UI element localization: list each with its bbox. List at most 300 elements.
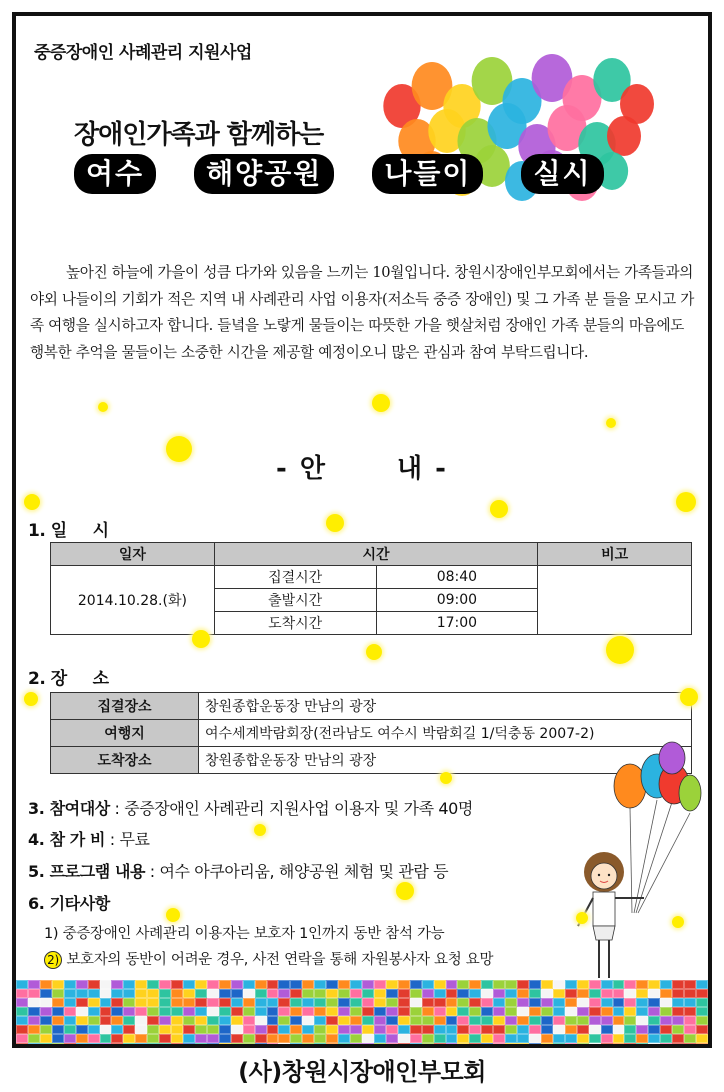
mosaic-tile xyxy=(481,1007,493,1016)
mosaic-tile xyxy=(505,989,517,998)
mosaic-tile xyxy=(111,980,123,989)
mosaic-tile xyxy=(40,1043,52,1048)
mosaic-tile xyxy=(88,1034,100,1043)
mosaic-tile xyxy=(255,1007,267,1016)
mosaic-tile xyxy=(362,1034,374,1043)
mosaic-tile xyxy=(613,1043,625,1048)
mosaic-tile xyxy=(171,998,183,1007)
mosaic-tile xyxy=(100,1025,112,1034)
mosaic-tile xyxy=(207,1043,219,1048)
mosaic-tile xyxy=(446,1007,458,1016)
mosaic-tile xyxy=(195,1007,207,1016)
mosaic-tile xyxy=(672,1025,684,1034)
mosaic-tile xyxy=(350,998,362,1007)
mosaic-tile xyxy=(147,1025,159,1034)
mosaic-tile xyxy=(672,1043,684,1048)
mosaic-tile xyxy=(624,1007,636,1016)
mosaic-tile xyxy=(88,1025,100,1034)
decorative-dot xyxy=(606,636,634,664)
section6-item-1: 1) 중증장애인 사례관리 이용자는 보호자 1인까지 동반 참석 가능 xyxy=(44,926,445,942)
mosaic-tile xyxy=(219,1043,231,1048)
mosaic-tile xyxy=(123,989,135,998)
mosaic-tile xyxy=(648,998,660,1007)
decorative-dot xyxy=(576,912,588,924)
mosaic-tile xyxy=(76,980,88,989)
mosaic-tile xyxy=(195,1025,207,1034)
mosaic-tile xyxy=(350,989,362,998)
mosaic-tile xyxy=(231,1016,243,1025)
mosaic-tile xyxy=(636,1034,648,1043)
mosaic-tile xyxy=(183,1043,195,1048)
mosaic-tile xyxy=(696,1034,708,1043)
mosaic-tile xyxy=(302,1007,314,1016)
mosaic-tile xyxy=(398,1025,410,1034)
mosaic-tile xyxy=(100,998,112,1007)
mosaic-tile xyxy=(16,1034,28,1043)
mosaic-tile xyxy=(40,980,52,989)
mosaic-tile xyxy=(493,989,505,998)
mosaic-tile xyxy=(386,1016,398,1025)
decorative-dot xyxy=(24,692,38,706)
mosaic-tile xyxy=(577,1025,589,1034)
decorative-dot xyxy=(490,500,508,518)
mosaic-tile xyxy=(660,998,672,1007)
section6-heading: 6. 기타사항 xyxy=(28,894,110,913)
mosaic-tile xyxy=(529,980,541,989)
mosaic-tile xyxy=(624,980,636,989)
mosaic-tile xyxy=(386,989,398,998)
mosaic-tile xyxy=(195,1043,207,1048)
mosaic-tile xyxy=(302,989,314,998)
time-label: 출발시간 xyxy=(214,589,376,612)
mosaic-tile xyxy=(469,980,481,989)
mosaic-tile xyxy=(267,1025,279,1034)
mosaic-tile xyxy=(111,1025,123,1034)
mosaic-tile xyxy=(231,989,243,998)
mosaic-tile xyxy=(589,998,601,1007)
mosaic-tile xyxy=(40,1025,52,1034)
mosaic-tile xyxy=(267,980,279,989)
mosaic-tile xyxy=(88,980,100,989)
mosaic-tile xyxy=(314,1034,326,1043)
mosaic-tile xyxy=(219,980,231,989)
mosaic-tile xyxy=(147,1043,159,1048)
mosaic-tile xyxy=(505,1016,517,1025)
mosaic-tile xyxy=(219,998,231,1007)
mosaic-tile xyxy=(648,1025,660,1034)
notice-title-right: 내 - xyxy=(397,454,448,484)
mosaic-tile xyxy=(326,1016,338,1025)
mosaic-tile xyxy=(481,989,493,998)
mosaic-tile xyxy=(398,1007,410,1016)
mosaic-tile xyxy=(159,1043,171,1048)
mosaic-tile xyxy=(446,980,458,989)
mosaic-tile xyxy=(660,1043,672,1048)
table-row xyxy=(51,693,692,720)
poster-frame xyxy=(12,12,712,1048)
mosaic-tile xyxy=(28,980,40,989)
mosaic-tile xyxy=(314,989,326,998)
location-value: 창원종합운동장 만남의 광장 xyxy=(199,693,692,720)
mosaic-tile xyxy=(147,980,159,989)
time-label: 집결시간 xyxy=(214,566,376,589)
mosaic-tile xyxy=(88,1043,100,1048)
mosaic-tile xyxy=(672,998,684,1007)
mosaic-tile xyxy=(183,1025,195,1034)
mosaic-tile xyxy=(493,998,505,1007)
mosaic-tile xyxy=(52,1043,64,1048)
mosaic-tile xyxy=(386,1025,398,1034)
mosaic-tile xyxy=(422,998,434,1007)
mosaic-tile xyxy=(374,1043,386,1048)
mosaic-tile xyxy=(613,1025,625,1034)
mosaic-tile xyxy=(481,1043,493,1048)
section3-participants: 3. 참여대상 : 중증장애인 사례관리 지원사업 이용자 및 가족 40명 xyxy=(28,799,473,818)
mosaic-tile xyxy=(255,1016,267,1025)
mosaic-tile xyxy=(601,1025,613,1034)
mosaic-tile xyxy=(52,1034,64,1043)
location-label: 여행지 xyxy=(51,720,199,747)
mosaic-tile xyxy=(553,989,565,998)
mosaic-tile xyxy=(255,980,267,989)
mosaic-tile xyxy=(422,989,434,998)
mosaic-tile xyxy=(123,980,135,989)
mosaic-tile xyxy=(111,1043,123,1048)
mosaic-tile xyxy=(374,1016,386,1025)
mosaic-tile xyxy=(171,1025,183,1034)
mosaic-tile xyxy=(171,980,183,989)
decorative-dot xyxy=(396,882,414,900)
mosaic-tile xyxy=(624,1034,636,1043)
mosaic-tile xyxy=(16,1043,28,1048)
mosaic-tile xyxy=(28,1034,40,1043)
mosaic-tile xyxy=(207,1025,219,1034)
mosaic-tile xyxy=(374,998,386,1007)
mosaic-tile xyxy=(231,1025,243,1034)
mosaic-tile xyxy=(684,1034,696,1043)
mosaic-tile xyxy=(624,1016,636,1025)
mosaic-tile xyxy=(183,989,195,998)
mosaic-tile xyxy=(290,1034,302,1043)
mosaic-tile xyxy=(135,989,147,998)
mosaic-tile xyxy=(624,989,636,998)
mosaic-tile xyxy=(40,998,52,1007)
mosaic-tile xyxy=(457,1016,469,1025)
decorative-dot xyxy=(166,436,192,462)
mosaic-tile xyxy=(195,989,207,998)
mosaic-tile xyxy=(350,1025,362,1034)
mosaic-tile xyxy=(481,998,493,1007)
mosaic-tile xyxy=(672,1007,684,1016)
mosaic-tile xyxy=(76,998,88,1007)
mosaic-tile xyxy=(434,980,446,989)
decorative-dot xyxy=(606,418,616,428)
mosaic-tile xyxy=(601,1007,613,1016)
mosaic-tile xyxy=(326,1034,338,1043)
mosaic-tile xyxy=(243,1016,255,1025)
mosaic-tile xyxy=(111,989,123,998)
mosaic-tile xyxy=(541,998,553,1007)
mosaic-tile xyxy=(553,1016,565,1025)
mosaic-tile xyxy=(16,1025,28,1034)
mosaic-tile xyxy=(123,1025,135,1034)
mosaic-tile xyxy=(278,980,290,989)
mosaic-tile xyxy=(684,980,696,989)
mosaic-tile xyxy=(684,998,696,1007)
mosaic-tile xyxy=(159,1025,171,1034)
mosaic-tile xyxy=(302,998,314,1007)
mosaic-tile xyxy=(159,1034,171,1043)
decorative-dot xyxy=(440,772,452,784)
mosaic-tile xyxy=(255,1034,267,1043)
mosaic-tile xyxy=(338,998,350,1007)
mosaic-tile xyxy=(135,1007,147,1016)
mosaic-tile xyxy=(255,1043,267,1048)
mosaic-tile xyxy=(40,989,52,998)
mosaic-tile xyxy=(16,998,28,1007)
mosaic-tile xyxy=(553,998,565,1007)
notice-title-left: - 안 xyxy=(276,454,327,484)
mosaic-tile xyxy=(457,989,469,998)
mosaic-tile xyxy=(434,1016,446,1025)
mosaic-tile xyxy=(696,1043,708,1048)
mosaic-tile xyxy=(398,980,410,989)
mosaic-tile xyxy=(171,1043,183,1048)
mosaic-tile xyxy=(52,989,64,998)
mosaic-tile xyxy=(183,998,195,1007)
mosaic-tile xyxy=(338,1043,350,1048)
header-note: 비고 xyxy=(538,543,692,566)
mosaic-tile xyxy=(529,1034,541,1043)
mosaic-tile xyxy=(601,980,613,989)
mosaic-tile xyxy=(159,1007,171,1016)
mosaic-tile xyxy=(314,980,326,989)
mosaic-tile xyxy=(207,1016,219,1025)
mosaic-tile xyxy=(16,1016,28,1025)
mosaic-tile xyxy=(135,1034,147,1043)
mosaic-tile xyxy=(517,1034,529,1043)
mosaic-tile xyxy=(529,1007,541,1016)
mosaic-tile xyxy=(243,989,255,998)
mosaic-tile xyxy=(64,998,76,1007)
mosaic-tile xyxy=(350,1043,362,1048)
mosaic-tile xyxy=(601,1016,613,1025)
headline-word-3: 나들이 xyxy=(372,154,483,194)
mosaic-tile xyxy=(16,1007,28,1016)
mosaic-tile xyxy=(243,1043,255,1048)
mosaic-tile xyxy=(553,1043,565,1048)
mosaic-tile xyxy=(16,980,28,989)
section5-program: 5. 프로그램 내용 : 여수 아쿠아리움, 해양공원 체험 및 관람 등 xyxy=(28,862,449,881)
mosaic-tile xyxy=(541,1016,553,1025)
mosaic-tile xyxy=(374,1034,386,1043)
mosaic-tile xyxy=(362,1016,374,1025)
mosaic-tile xyxy=(565,1034,577,1043)
mosaic-tile xyxy=(207,980,219,989)
mosaic-tile xyxy=(231,1034,243,1043)
notice-title xyxy=(16,448,708,485)
mosaic-tile xyxy=(64,1016,76,1025)
time-value: 08:40 xyxy=(376,566,538,589)
mosaic-tile xyxy=(350,1007,362,1016)
mosaic-tile xyxy=(517,1007,529,1016)
mosaic-tile xyxy=(243,1007,255,1016)
mosaic-tile xyxy=(469,998,481,1007)
mosaic-tile xyxy=(76,989,88,998)
mosaic-tile xyxy=(565,1007,577,1016)
mosaic-tile xyxy=(541,980,553,989)
mosaic-tile xyxy=(553,980,565,989)
mosaic-tile xyxy=(577,1034,589,1043)
mosaic-tile xyxy=(648,1016,660,1025)
item-number-badge: 2) xyxy=(44,951,62,969)
mosaic-tile xyxy=(457,980,469,989)
mosaic-tile xyxy=(386,1007,398,1016)
mosaic-tile xyxy=(648,1034,660,1043)
mosaic-tile xyxy=(147,1034,159,1043)
location-value: 창원종합운동장 만남의 광장 xyxy=(199,747,692,774)
mosaic-tile xyxy=(434,1007,446,1016)
header-date: 일자 xyxy=(51,543,215,566)
mosaic-tile xyxy=(505,1025,517,1034)
mosaic-tile xyxy=(577,998,589,1007)
header-time: 시간 xyxy=(214,543,537,566)
mosaic-tile xyxy=(636,989,648,998)
mosaic-tile xyxy=(88,1016,100,1025)
mosaic-tile xyxy=(52,980,64,989)
mosaic-tile xyxy=(624,998,636,1007)
mosaic-tile xyxy=(577,1007,589,1016)
mosaic-tile xyxy=(684,1007,696,1016)
mosaic-tile xyxy=(255,989,267,998)
headline-line1: 장애인가족과 함께하는 xyxy=(74,120,324,150)
time-label: 도착시간 xyxy=(214,612,376,635)
table-row xyxy=(51,720,692,747)
section4-fee: 4. 참 가 비 : 무료 xyxy=(28,830,150,849)
mosaic-tile xyxy=(517,980,529,989)
mosaic-tile xyxy=(565,989,577,998)
mosaic-tile xyxy=(64,989,76,998)
mosaic-tile xyxy=(76,1016,88,1025)
mosaic-tile xyxy=(350,980,362,989)
mosaic-tile xyxy=(183,1007,195,1016)
table-row xyxy=(51,566,692,589)
decorative-dot xyxy=(192,630,210,648)
mosaic-tile xyxy=(88,998,100,1007)
mosaic-tile xyxy=(493,1025,505,1034)
mosaic-tile xyxy=(195,1016,207,1025)
mosaic-tile xyxy=(278,1034,290,1043)
mosaic-tile xyxy=(374,989,386,998)
mosaic-tile xyxy=(52,998,64,1007)
mosaic-tile xyxy=(422,1025,434,1034)
mosaic-tile xyxy=(660,1025,672,1034)
mosaic-tile xyxy=(660,1007,672,1016)
mosaic-tile xyxy=(696,1007,708,1016)
mosaic-tile xyxy=(159,980,171,989)
mosaic-tile xyxy=(481,1034,493,1043)
mosaic-tile xyxy=(267,1016,279,1025)
mosaic-tile xyxy=(362,1043,374,1048)
mosaic-tile xyxy=(314,1043,326,1048)
mosaic-tile xyxy=(601,998,613,1007)
mosaic-tile xyxy=(565,980,577,989)
mosaic-tile xyxy=(589,1007,601,1016)
mosaic-tile xyxy=(410,1007,422,1016)
mosaic-tile xyxy=(16,989,28,998)
mosaic-tile xyxy=(278,989,290,998)
mosaic-tile xyxy=(100,1034,112,1043)
mosaic-tile xyxy=(243,980,255,989)
mosaic-tile xyxy=(684,1016,696,1025)
mosaic-tile xyxy=(278,1016,290,1025)
mosaic-tile xyxy=(636,980,648,989)
mosaic-tile xyxy=(577,1016,589,1025)
time-value: 17:00 xyxy=(376,612,538,635)
mosaic-tile xyxy=(183,1034,195,1043)
mosaic-tile xyxy=(183,980,195,989)
mosaic-tile xyxy=(505,1043,517,1048)
mosaic-tile xyxy=(350,1016,362,1025)
mosaic-tile xyxy=(314,1016,326,1025)
mosaic-tile xyxy=(565,998,577,1007)
mosaic-tile xyxy=(684,989,696,998)
mosaic-tile xyxy=(410,1043,422,1048)
mosaic-tile xyxy=(529,989,541,998)
mosaic-tile xyxy=(493,1034,505,1043)
mosaic-tile xyxy=(613,989,625,998)
mosaic-tile xyxy=(314,1007,326,1016)
mosaic-tile xyxy=(374,1007,386,1016)
decorative-dot xyxy=(24,494,40,510)
mosaic-tile xyxy=(159,998,171,1007)
mosaic-tile xyxy=(446,1016,458,1025)
mosaic-tile xyxy=(171,1016,183,1025)
mosaic-tile xyxy=(100,1043,112,1048)
mosaic-tile xyxy=(40,1034,52,1043)
mosaic-tile xyxy=(696,980,708,989)
mosaic-tile xyxy=(648,1043,660,1048)
mosaic-tile xyxy=(434,998,446,1007)
mosaic-tile xyxy=(589,1034,601,1043)
mosaic-tile xyxy=(541,1007,553,1016)
mosaic-tile xyxy=(76,1034,88,1043)
mosaic-tile xyxy=(159,1016,171,1025)
mosaic-tile xyxy=(290,1043,302,1048)
mosaic-tile xyxy=(529,1016,541,1025)
mosaic-tile xyxy=(648,1007,660,1016)
mosaic-tile xyxy=(255,1025,267,1034)
mosaic-tile xyxy=(589,1016,601,1025)
decorative-dot xyxy=(366,644,382,660)
mosaic-tile xyxy=(648,980,660,989)
mosaic-tile xyxy=(493,980,505,989)
mosaic-tile xyxy=(111,1007,123,1016)
mosaic-tile xyxy=(267,998,279,1007)
mosaic-tile xyxy=(696,1025,708,1034)
mosaic-tile xyxy=(529,1025,541,1034)
colorful-tile-border xyxy=(16,980,708,1048)
mosaic-tile xyxy=(338,989,350,998)
mosaic-tile xyxy=(100,989,112,998)
mosaic-tile xyxy=(267,1034,279,1043)
mosaic-tile xyxy=(326,1007,338,1016)
mosaic-tile xyxy=(123,1034,135,1043)
mosaic-tile xyxy=(100,980,112,989)
mosaic-tile xyxy=(672,1016,684,1025)
mosaic-tile xyxy=(338,1025,350,1034)
mosaic-tile xyxy=(52,1016,64,1025)
